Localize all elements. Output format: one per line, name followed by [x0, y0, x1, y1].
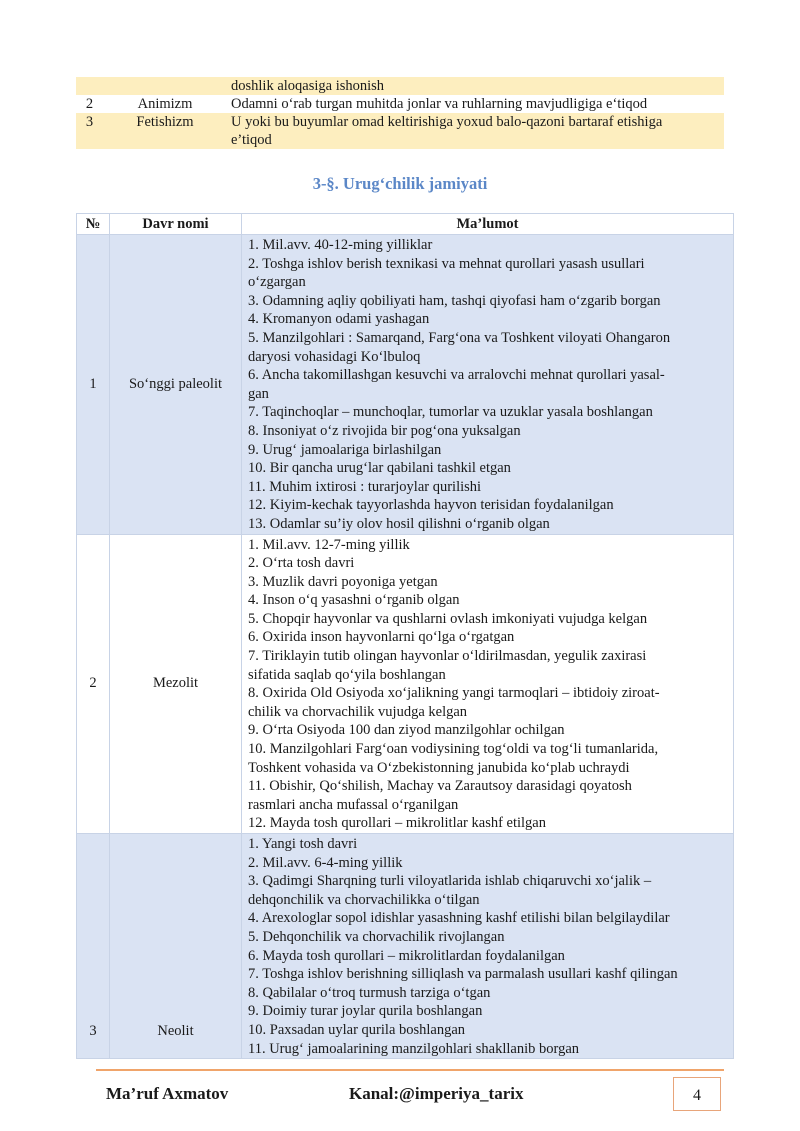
info-line: o‘zgargan [248, 274, 306, 291]
info-line: 3. Qadimgi Sharqning turli viloyatlarida ishlab chiqaruvchi xo‘jalik – [248, 873, 652, 890]
info-line: rasmlari ancha mufassal o‘rganilgan [248, 796, 459, 813]
periods-table [76, 213, 734, 1059]
header-info: Ma’lumot [242, 214, 734, 235]
info-line: 11. Muhim ixtirosi : turarjoylar qurilishi [248, 478, 482, 495]
info-line: 8. Oxirida Old Osiyoda xo‘jalikning yangi tarmoqlari – ibtidoiy ziroat- [248, 685, 660, 702]
text-line: Odamni o‘rab turgan muhitda jonlar va ruhlarning mavjudligiga e‘tiqod [231, 96, 648, 112]
table-row [76, 113, 724, 149]
info-line: 9. O‘rta Osiyoda 100 dan ziyod manzilgohlar ochilgan [248, 722, 565, 739]
info-line: 10. Manzilgohlari Farg‘oan vodiysining tog‘oldi va tog‘li tumanlarida, [248, 741, 659, 758]
period-info [242, 534, 734, 834]
table-row [76, 77, 724, 95]
religion-table [76, 77, 724, 149]
table-row [77, 834, 734, 1059]
info-line: 3. Muzlik davri poyoniga yetgan [248, 573, 438, 590]
row-number: 2 [85, 96, 94, 112]
info-line: 6. Oxirida inson hayvonlarni qo‘lga o‘rgatgan [248, 629, 515, 646]
info-line: chilik va chorvachilik vujudga kelgan [248, 703, 468, 720]
row-number: 3 [85, 114, 94, 130]
row-description [227, 113, 724, 149]
info-line: 2. Mil.avv. 6-4-ming yillik [248, 854, 403, 871]
info-line: 10. Bir qancha urug‘lar qabilani tashkil etgan [248, 460, 511, 477]
info-line: 13. Odamlar su’iy olov hosil qilishni o‘rganib olgan [248, 515, 550, 532]
info-line: 5. Dehqonchilik va chorvachilik rivojlangan [248, 928, 505, 945]
info-line: 7. Taqinchoqlar – munchoqlar, tumorlar va uzuklar yasala boshlangan [248, 404, 653, 421]
info-line: 11. Urug‘ jamoalarining manzilgohlari shakllanib borgan [248, 1040, 580, 1057]
row-number [76, 77, 103, 95]
text-line: U yoki bu buyumlar omad keltirishiga yoxud balo-qazoni bartaraf etishiga [231, 114, 663, 130]
info-line: 11. Obishir, Qo‘shilish, Machay va Zarautsoy darasidagi qoyatosh [248, 778, 632, 795]
info-line: 5. Manzilgohlari : Samarqand, Farg‘ona va Toshkent viloyati Ohangaron [248, 329, 671, 346]
footer-author: Ma’ruf Axmatov [106, 1084, 229, 1103]
period-name: Neolit [110, 834, 242, 1059]
text-line: e’tiqod [231, 132, 272, 148]
text-line: doshlik aloqasiga ishonish [231, 78, 385, 94]
row-name: Fetishizm [136, 114, 194, 130]
info-line: 9. Doimiy turar joylar qurila boshlangan [248, 1003, 483, 1020]
period-info [242, 235, 734, 535]
page-number: 4 [673, 1077, 721, 1111]
table-row [77, 534, 734, 834]
info-line: 9. Urug‘ jamoalariga birlashilgan [248, 441, 442, 458]
period-number: 2 [77, 534, 110, 834]
info-line: 7. Tiriklayin tutib olingan hayvonlar o‘ldirilmasdan, yegulik zaxirasi [248, 648, 647, 665]
info-line: 2. Toshga ishlov berish texnikasi va mehnat qurollari yasash usullari [248, 255, 645, 272]
header-period-name: Davr nomi [110, 214, 242, 235]
info-line: daryosi vohasidagi Ko‘lbuloq [248, 348, 421, 365]
info-line: 7. Toshga ishlov berishning silliqlash va parmalash usullari kashf qilingan [248, 966, 678, 983]
info-line: sifatida saqlab qo‘yila boshlangan [248, 666, 446, 683]
info-line: 1. Mil.avv. 12-7-ming yillik [248, 536, 410, 553]
info-line: 8. Insoniyat o‘z rivojida bir pog‘ona yuksalgan [248, 422, 521, 439]
footer-divider [96, 1069, 724, 1071]
header-number: № [77, 214, 110, 235]
section-title: 3-§. Urug‘chilik jamiyati [312, 174, 488, 193]
row-description [227, 95, 724, 113]
period-name: So‘nggi paleolit [110, 235, 242, 535]
period-info [242, 834, 734, 1059]
row-description [227, 77, 724, 95]
row-name [103, 77, 227, 95]
info-line: 6. Ancha takomillashgan kesuvchi va arralovchi mehnat qurollari yasal- [248, 367, 665, 384]
info-line: 6. Mayda tosh qurollari – mikrolitlardan foydalanilgan [248, 947, 565, 964]
info-line: gan [248, 385, 269, 402]
table-row [76, 95, 724, 113]
table-header-row [77, 214, 734, 235]
footer-channel: Kanal:@imperiya_tarix [349, 1084, 524, 1103]
period-number: 3 [77, 834, 110, 1059]
info-line: 1. Mil.avv. 40-12-ming yilliklar [248, 237, 433, 253]
info-line: 2. O‘rta tosh davri [248, 555, 355, 572]
info-line: 3. Odamning aqliy qobiliyati ham, tashqi qiyofasi ham o‘zgarib borgan [248, 292, 661, 309]
period-number: 1 [77, 235, 110, 535]
info-line: 12. Kiyim-kechak tayyorlashda hayvon terisidan foydalanilgan [248, 497, 614, 514]
info-line: 8. Qabilalar o‘troq turmush tarziga o‘tgan [248, 984, 491, 1001]
info-line: dehqonchilik va chorvachilikka o‘tilgan [248, 891, 480, 908]
info-line: 10. Paxsadan uylar qurila boshlangan [248, 1021, 466, 1038]
info-line: 4. Inson o‘q yasashni o‘rganib olgan [248, 592, 460, 609]
info-line: 1. Yangi tosh davri [248, 836, 358, 852]
info-line: 4. Kromanyon odami yashagan [248, 311, 430, 328]
table-row [77, 235, 734, 535]
info-line: 12. Mayda tosh qurollari – mikrolitlar kashf etilgan [248, 815, 546, 832]
period-name: Mezolit [110, 534, 242, 834]
info-line: Toshkent vohasida va O‘zbekistonning janubida ko‘plab uchraydi [248, 759, 630, 776]
info-line: 5. Chopqir hayvonlar va qushlarni ovlash imkoniyati vujudga kelgan [248, 610, 648, 627]
row-name: Animizm [137, 96, 193, 112]
info-line: 4. Arexologlar sopol idishlar yasashning kashf etilishi bilan belgilaydilar [248, 910, 670, 927]
